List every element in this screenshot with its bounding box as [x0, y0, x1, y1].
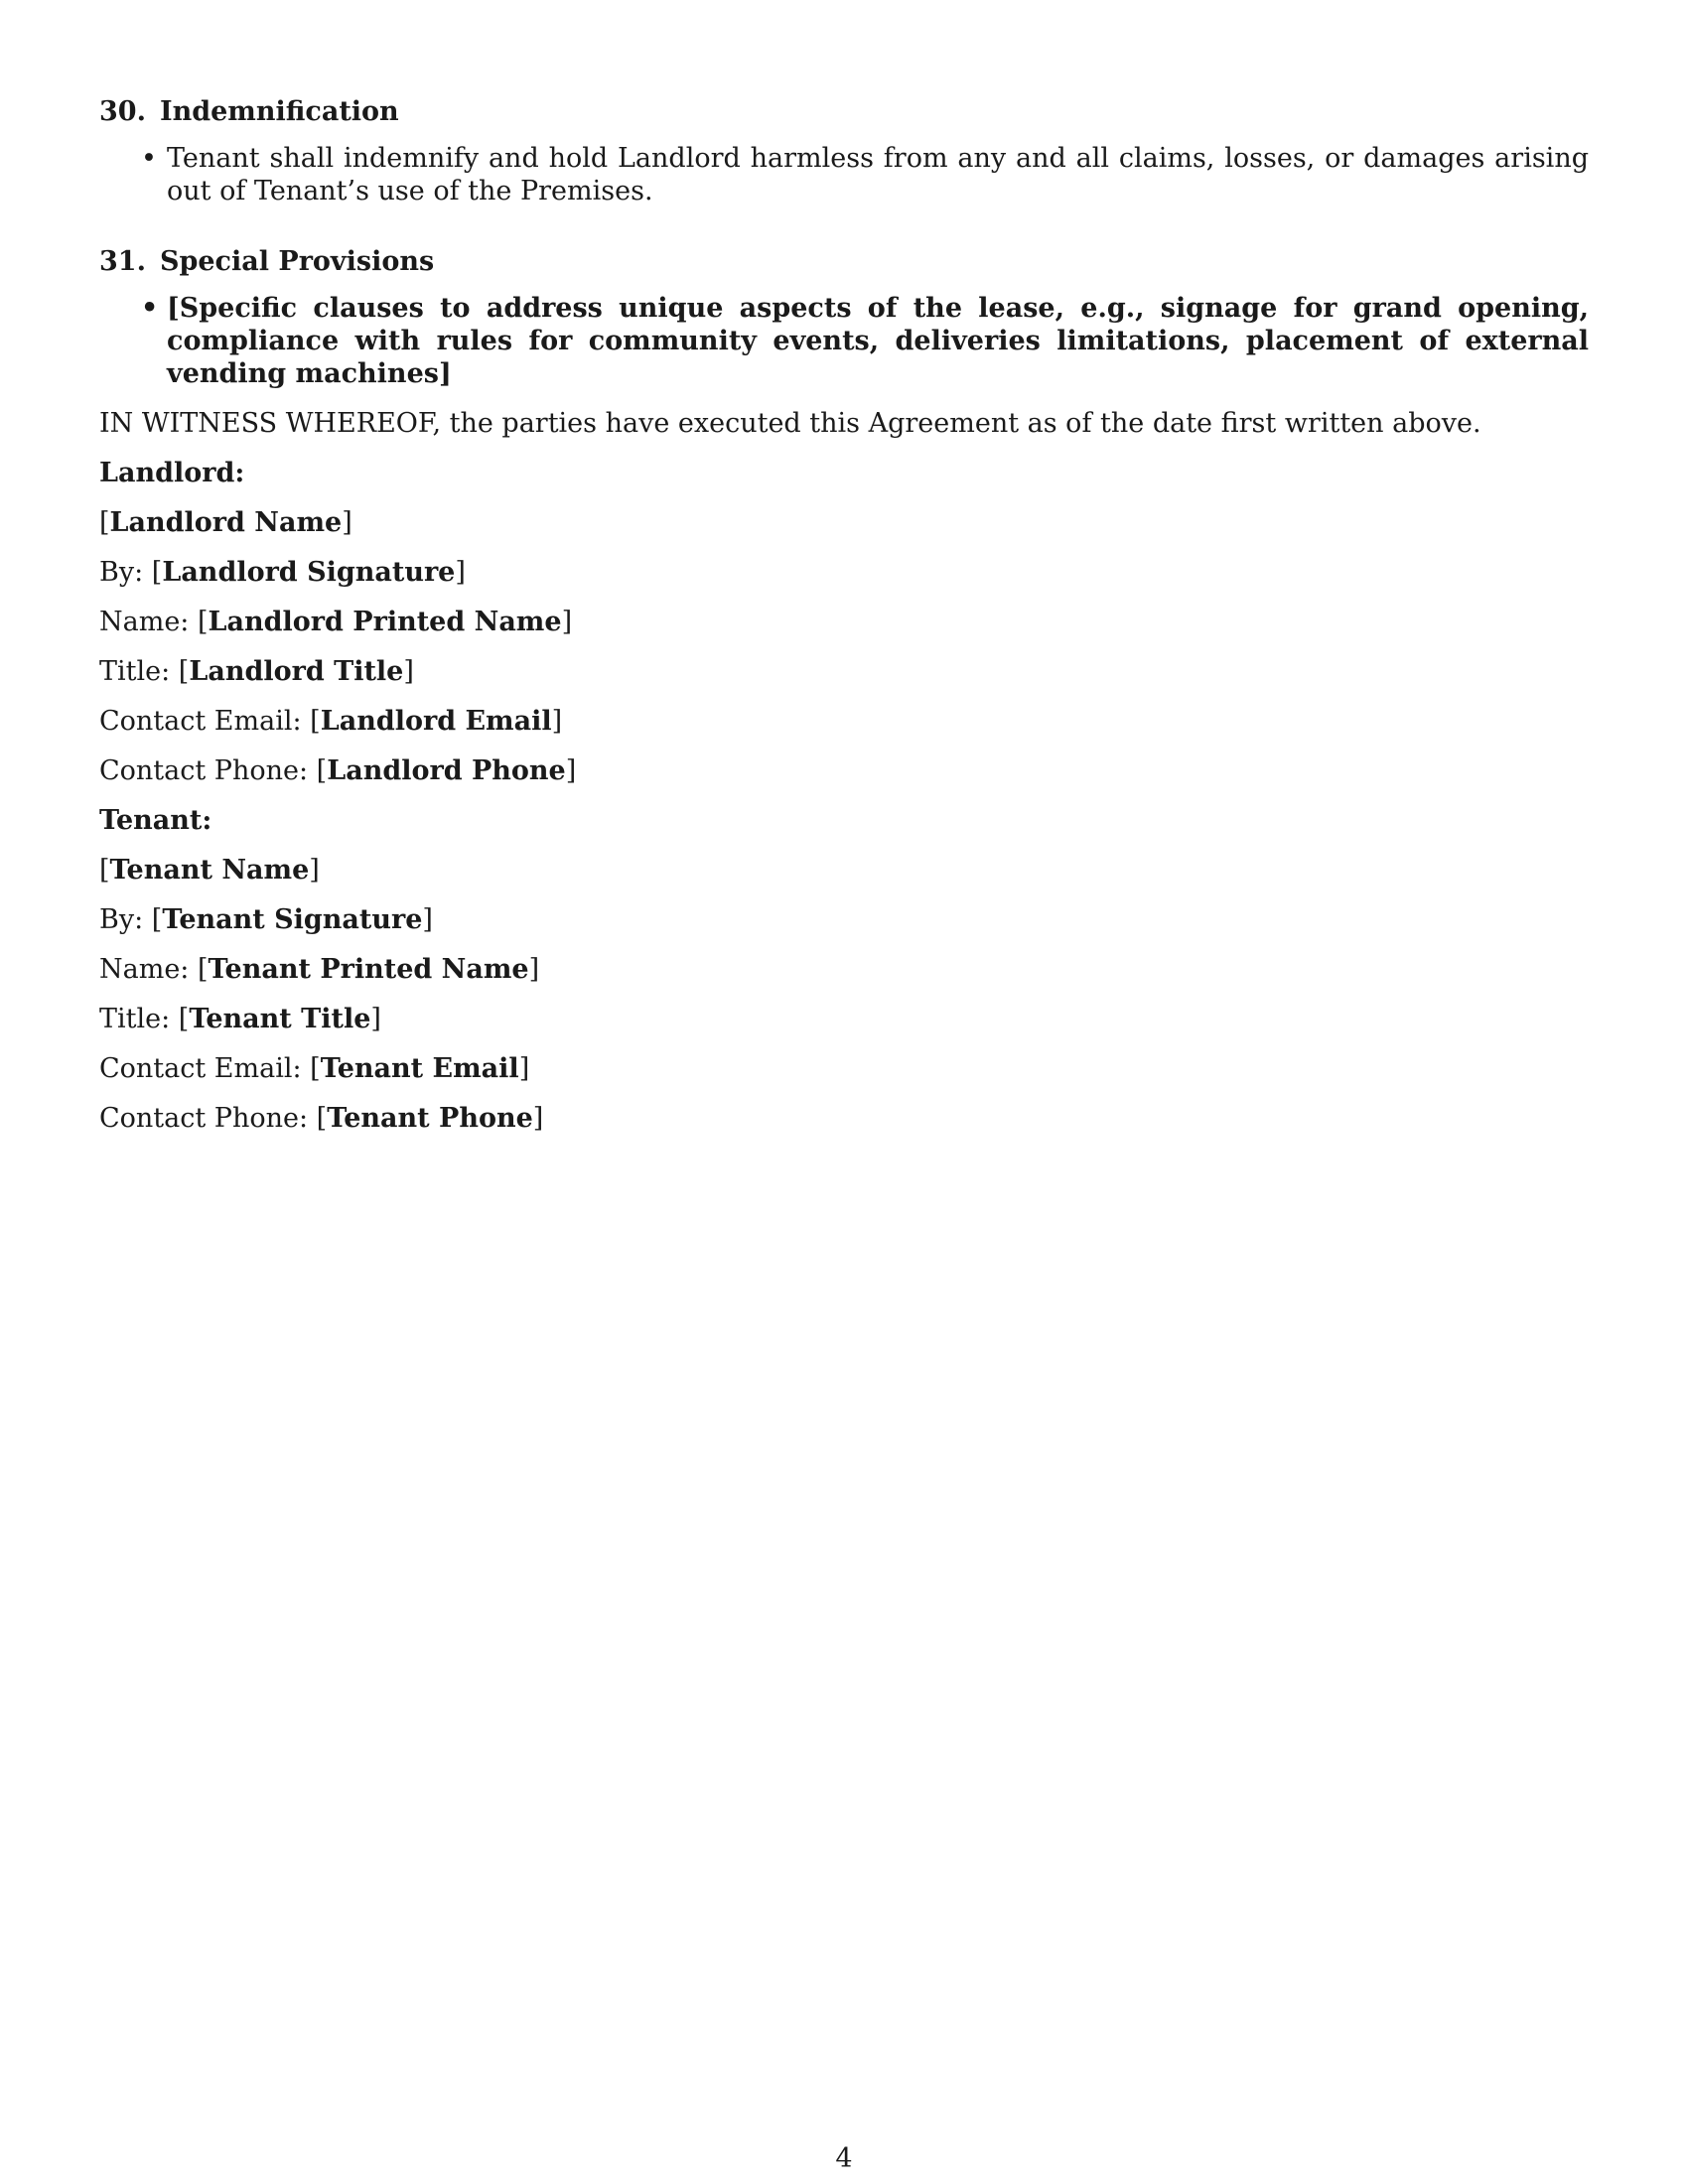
landlord-email: Landlord Email [320, 706, 552, 737]
landlord-phone-line: Contact Phone: [Landlord Phone] [99, 755, 577, 786]
bullet-icon: • [141, 293, 159, 324]
phone-label: Contact Phone: [99, 1103, 309, 1134]
list-item [99, 292, 1589, 390]
section-heading [99, 95, 1589, 128]
document-page [99, 95, 1589, 1152]
landlord-phone: Landlord Phone [327, 755, 566, 786]
landlord-printed-name-line: Name: [Landlord Printed Name] [99, 607, 573, 637]
tenant-title: Tenant Title [189, 1004, 371, 1034]
name-label: Name: [99, 607, 190, 637]
landlord-by-line: By: [Landlord Signature] [99, 557, 466, 588]
phone-label: Contact Phone: [99, 755, 309, 786]
title-label: Title: [99, 656, 171, 687]
bullet-icon: • [141, 143, 157, 174]
section-heading [99, 245, 1589, 278]
tenant-printed-name-line: Name: [Tenant Printed Name] [99, 954, 540, 985]
landlord-title: Landlord Title [189, 656, 404, 687]
witness-statement: IN WITNESS WHEREOF, the parties have executed this Agreement as of the date first written above. [99, 408, 1481, 439]
tenant-email: Tenant Email [320, 1053, 519, 1084]
bullet-text: [Specific clauses to address unique aspects of the lease, e.g., signage for grand opening, compliance with rules for community events, deliveries limitations, placement of external vending machines] [167, 293, 1589, 389]
tenant-signature: Tenant Signature [162, 904, 423, 935]
tenant-by-line: By: [Tenant Signature] [99, 904, 433, 935]
bullet-list [99, 292, 1589, 390]
tenant-name: Tenant Name [109, 855, 310, 886]
email-label: Contact Email: [99, 1053, 302, 1084]
name-label: Name: [99, 954, 190, 985]
tenant-printed-name: Tenant Printed Name [208, 954, 529, 985]
tenant-email-line: Contact Email: [Tenant Email] [99, 1053, 530, 1084]
tenant-heading: Tenant: [99, 805, 212, 836]
bullet-text: Tenant shall indemnify and hold Landlord harmless from any and all claims, losses, or damages arising out of Tenant’s use of the Premises. [167, 143, 1589, 206]
landlord-email-line: Contact Email: [Landlord Email] [99, 706, 563, 737]
email-label: Contact Email: [99, 706, 302, 737]
landlord-signature: Landlord Signature [162, 557, 456, 588]
landlord-name-line: [Landlord Name] [99, 507, 352, 538]
section-title: Special Provisions [159, 246, 435, 277]
section-number: 30. [99, 96, 146, 127]
tenant-phone-line: Contact Phone: [Tenant Phone] [99, 1103, 544, 1134]
list-item [99, 142, 1589, 207]
title-label: Title: [99, 1004, 171, 1034]
section-31 [99, 245, 1589, 390]
tenant-name-line: [Tenant Name] [99, 855, 320, 886]
landlord-name: Landlord Name [109, 507, 343, 538]
tenant-phone: Tenant Phone [327, 1103, 533, 1134]
by-label: By: [99, 557, 144, 588]
tenant-title-line: Title: [Tenant Title] [99, 1004, 381, 1034]
bullet-list [99, 142, 1589, 207]
landlord-title-line: Title: [Landlord Title] [99, 656, 414, 687]
section-30 [99, 95, 1589, 207]
landlord-heading: Landlord: [99, 458, 245, 488]
section-number: 31. [99, 246, 146, 277]
page-number: 4 [835, 2143, 853, 2174]
by-label: By: [99, 904, 144, 935]
section-title: Indemnification [159, 96, 399, 127]
landlord-printed-name: Landlord Printed Name [208, 607, 562, 637]
